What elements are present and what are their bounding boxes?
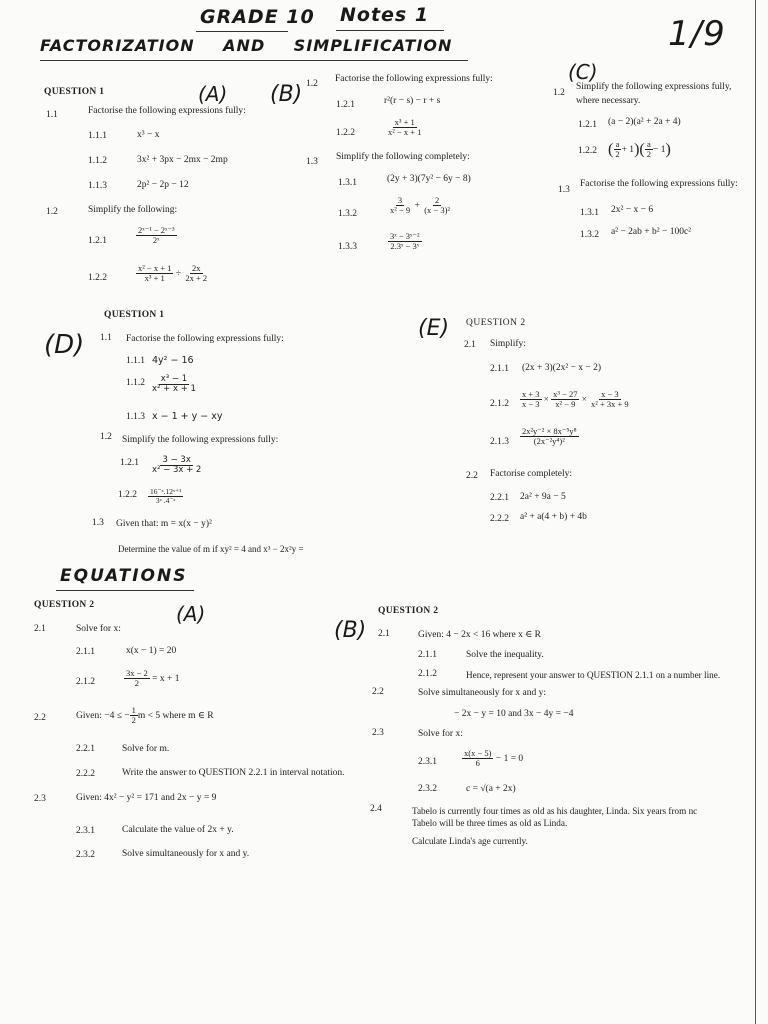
block-b-expression: (2y + 3)(7y² − 6y − 8): [387, 174, 471, 184]
block-e-expression: 2a² + 9a − 5: [520, 492, 566, 502]
denominator: 2: [134, 678, 140, 689]
equations-b-fraction-expression: [462, 749, 523, 769]
block-d-subitem-number: 1.1.1: [126, 356, 145, 366]
block-b-subitem-number: 1.3.2: [338, 209, 357, 219]
operator: ÷: [175, 269, 181, 280]
block-e-item-number: 2.2: [466, 471, 478, 481]
equations-a-instruction: Solve for m.: [122, 744, 170, 754]
numerator: a: [615, 139, 620, 149]
denominator: (2x⁻²y⁴)²: [533, 436, 565, 447]
addend: + 1: [621, 145, 635, 156]
block-a-expression: 2p² − 2p − 12: [137, 180, 189, 190]
equations-b-question-heading: QUESTION 2: [378, 606, 439, 616]
block-a-item-number: 1.1: [46, 110, 58, 120]
block-e-subitem-number: 2.1.3: [490, 437, 509, 447]
block-d-question-heading: QUESTION 1: [104, 310, 165, 320]
denominator: x² + 3x + 9: [591, 399, 629, 410]
equations-b-statement: Given: 4 − 2x < 16 where x ∈ R: [418, 630, 542, 640]
equations-a-instruction: Write the answer to QUESTION 2.2.1 in interval notation.: [122, 768, 345, 778]
numerator: 2x²y⁻² × 8x⁻⁵y⁸: [522, 426, 577, 436]
equations-a-statement: Given: 4x² − y² = 171 and 2x − y = 9: [76, 793, 217, 803]
statement-part: Given: −4 ≤ −: [76, 711, 130, 722]
block-c-item-number: 1.3: [558, 185, 570, 195]
block-a-question-heading: QUESTION 1: [44, 87, 105, 97]
block-a-instruction: Simplify the following:: [88, 205, 178, 215]
equations-b-item-number: 2.1: [378, 629, 390, 639]
operator: +: [414, 201, 420, 212]
denominator: x³ + 1: [144, 273, 165, 284]
block-c-expression: a² − 2ab + b² − 100c²: [611, 227, 692, 237]
operator: ×: [581, 393, 587, 404]
block-a-subitem-number: 1.1.3: [88, 181, 107, 191]
numerator: x(x − 5): [464, 748, 492, 758]
block-e-expression: (2x + 3)(2x² − x − 2): [522, 363, 602, 373]
block-b-fraction-expression: [388, 196, 452, 216]
equations-a-item-number: 2.2: [34, 713, 46, 723]
denominator: 2ˣ: [152, 235, 160, 246]
equations-a-subitem-number: 2.1.1: [76, 647, 95, 657]
denominator: x² − 3x + 2: [152, 465, 202, 475]
equations-underline: [56, 590, 194, 591]
denominator: x² − x + 1: [388, 127, 422, 138]
block-a-expression: 3x² + 3px − 2mx − 2mp: [137, 155, 228, 165]
numerator: x − 3: [601, 389, 619, 399]
block-d-subitem-number: 1.1.3: [126, 412, 145, 422]
grade-underline: [196, 31, 288, 32]
equations-a-item-number: 2.3: [34, 794, 46, 804]
numerator: x + 3: [522, 389, 540, 399]
notes-underline: [336, 30, 444, 31]
denominator: 6: [475, 758, 480, 769]
equations-heading: EQUATIONS: [60, 566, 188, 586]
equations-a-expression: x(x − 1) = 20: [126, 646, 177, 656]
operator: ×: [543, 393, 549, 404]
equations-a-statement: [76, 706, 214, 726]
block-a-subitem-number: 1.2.2: [88, 273, 107, 283]
block-b-expression: r²(r − s) − r + s: [384, 96, 441, 106]
equations-a-subitem-number: 2.1.2: [76, 677, 95, 687]
numerator: 3ˣ − 3ˣ⁻²: [390, 231, 420, 241]
block-e-instruction: Simplify:: [490, 339, 526, 349]
label-equations-a: (A): [176, 602, 206, 626]
numerator: a: [646, 139, 651, 149]
denominator: 2.3ˣ − 3ˣ: [390, 241, 420, 252]
block-a-subitem-number: 1.1.2: [88, 156, 107, 166]
block-e-question-heading: QUESTION 2: [466, 318, 526, 328]
block-e-subitem-number: 2.2.1: [490, 493, 509, 503]
label-b: (B): [270, 82, 303, 107]
block-d-fraction: [150, 455, 203, 475]
equations-b-item-number: 2.4: [370, 804, 382, 814]
numerator: x² − x + 1: [138, 263, 172, 273]
block-b-subitem-number: 1.3.1: [338, 178, 357, 188]
label-c: (C): [568, 60, 598, 84]
denominator: x² − 9: [555, 399, 576, 410]
numerator: 3 − 3x: [162, 454, 191, 465]
page-title: FACTORIZATION AND SIMPLIFICATION: [40, 36, 453, 55]
rhs: − 1 = 0: [495, 754, 524, 765]
block-b-subitem-number: 1.2.2: [336, 128, 355, 138]
block-a-expression: x³ − x: [137, 130, 160, 140]
block-a-subitem-number: 1.1.1: [88, 131, 107, 141]
equations-b-instruction: Solve the inequality.: [466, 650, 544, 660]
numerator: 2: [434, 195, 440, 205]
block-c-subitem-number: 1.2.2: [578, 146, 597, 156]
equations-a-subitem-number: 2.2.2: [76, 769, 95, 779]
block-d-instruction-continued: Determine the value of m if xy² = 4 and x³ − 2x²y =: [118, 544, 304, 554]
block-a-instruction: Factorise the following expressions fully:: [88, 106, 246, 116]
block-d-expression: x − 1 + y − xy: [152, 411, 223, 422]
numerator: x³ − 1: [160, 373, 188, 384]
equations-b-instruction: Solve simultaneously for x and y:: [418, 688, 546, 698]
grade-heading: GRADE 10: [200, 6, 315, 28]
equations-a-subitem-number: 2.3.1: [76, 826, 95, 836]
block-d-subitem-number: 1.2.2: [118, 490, 137, 500]
numerator: 2ˣ⁻¹ − 2ˣ⁻³: [138, 225, 175, 235]
denominator: 2: [646, 149, 651, 160]
page-edge: [755, 0, 756, 1024]
rhs: = x + 1: [152, 674, 180, 685]
block-e-subitem-number: 2.1.1: [490, 364, 509, 374]
block-e-item-number: 2.1: [464, 340, 476, 350]
block-b-instruction: Simplify the following completely:: [336, 152, 470, 162]
block-d-item-number: 1.2: [100, 432, 112, 442]
block-e-subitem-number: 2.1.2: [490, 399, 509, 409]
label-a: (A): [198, 82, 228, 106]
label-d: (D): [44, 330, 85, 360]
block-c-fraction-expression: ( $\frac{a}{2}$ + 1)( $\frac{a}{2}$ − 1): [608, 139, 671, 160]
denominator: 2: [131, 715, 136, 726]
block-b-fraction: [388, 232, 422, 252]
block-b-item-number: 1.3: [306, 157, 318, 167]
equations-a-subitem-number: 2.3.2: [76, 850, 95, 860]
block-e-fraction-expression: [520, 390, 631, 410]
equations-a-instruction: Solve for x:: [76, 624, 121, 634]
block-b-fraction: [386, 118, 423, 138]
numerator: 2x: [192, 263, 201, 273]
numerator: 1: [131, 705, 136, 715]
block-c-item-number: 1.2: [553, 88, 565, 98]
denominator: x² + x + 1: [152, 384, 196, 394]
label-equations-b: (B): [334, 618, 367, 643]
numerator: 3: [397, 195, 403, 205]
equations-b-word-problem-line: Tabelo will be three times as old as Linda.: [412, 818, 568, 828]
equations-a-instruction: Calculate the value of 2x + y.: [122, 825, 234, 835]
equations-a-question-heading: QUESTION 2: [34, 600, 95, 610]
block-c-subitem-number: 1.2.1: [578, 120, 597, 130]
subtrahend: − 1: [652, 145, 666, 156]
block-e-expression: a² + a(4 + b) + 4b: [520, 512, 587, 522]
denominator: 3ˣ .4⁻ˣ: [155, 495, 176, 505]
block-c-instruction: Factorise the following expressions fully:: [580, 179, 738, 189]
numerator: x³ + 1: [394, 117, 415, 127]
block-d-instruction: Given that: m = x(x − y)²: [116, 519, 212, 529]
block-b-item-number: 1.2: [306, 79, 318, 89]
block-d-fraction: [150, 374, 198, 394]
block-e-subitem-number: 2.2.2: [490, 514, 509, 524]
block-d-fraction: [148, 487, 183, 505]
equations-b-subitem-number: 2.3.1: [418, 757, 437, 767]
equations-a-subitem-number: 2.2.1: [76, 744, 95, 754]
block-d-subitem-number: 1.1.2: [126, 378, 145, 388]
equations-b-instruction: Hence, represent your answer to QUESTION 2.1.1 on a number line.: [466, 670, 721, 680]
equations-b-item-number: 2.2: [372, 687, 384, 697]
equations-b-subitem-number: 2.3.2: [418, 784, 437, 794]
block-d-item-number: 1.1: [100, 333, 112, 343]
denominator: x² − 9: [390, 205, 411, 216]
block-e-instruction: Factorise completely:: [490, 469, 573, 479]
numerator: 16⁻ˣ.12ˣ⁺¹: [150, 486, 182, 496]
block-d-expression: 4y² − 16: [152, 355, 194, 366]
denominator: x − 3: [522, 399, 540, 410]
notes-heading: Notes 1: [340, 4, 430, 26]
equations-b-instruction: Solve for x:: [418, 729, 463, 739]
block-c-instruction: Simplify the following expressions fully,: [576, 82, 732, 92]
title-underline: [40, 60, 468, 61]
label-e: (E): [418, 316, 450, 341]
block-b-subitem-number: 1.2.1: [336, 100, 355, 110]
block-b-subitem-number: 1.3.3: [338, 242, 357, 252]
block-c-subitem-number: 1.3.2: [580, 230, 599, 240]
block-d-instruction: Factorise the following expressions fully:: [126, 334, 284, 344]
equations-b-word-problem-line: Tabelo is currently four times as old as his daughter, Linda. Six years from nc: [412, 806, 698, 816]
block-a-subitem-number: 1.2.1: [88, 236, 107, 246]
block-a-item-number: 1.2: [46, 207, 58, 217]
block-c-expression: 2x² − x − 6: [611, 205, 654, 215]
equations-b-item-number: 2.3: [372, 728, 384, 738]
numerator: 3x − 2: [126, 668, 148, 678]
numerator: x³ − 27: [553, 389, 578, 399]
equations-a-item-number: 2.1: [34, 624, 46, 634]
equations-a-fraction-expression: [124, 669, 180, 689]
page-number: 1/9: [668, 14, 726, 54]
block-d-instruction: Simplify the following expressions fully:: [122, 435, 279, 445]
equations-b-expression: c = √(a + 2x): [466, 784, 516, 794]
block-b-instruction: Factorise the following expressions fully:: [335, 74, 493, 84]
statement-part: m < 5 where m ∈ R: [137, 711, 214, 722]
block-a-fraction-expression: [136, 264, 209, 284]
denominator: 2: [615, 149, 620, 160]
block-a-fraction: [136, 226, 177, 246]
block-c-expression: (a − 2)(a² + 2a + 4): [608, 117, 681, 127]
equations-a-instruction: Solve simultaneously for x and y.: [122, 849, 250, 859]
equations-b-subitem-number: 2.1.2: [418, 669, 437, 679]
block-c-subitem-number: 1.3.1: [580, 208, 599, 218]
equations-b-word-problem-line: Calculate Linda's age currently.: [412, 836, 528, 846]
block-d-subitem-number: 1.2.1: [120, 458, 139, 468]
denominator: (x − 3)²: [424, 205, 450, 216]
block-e-fraction: [520, 427, 579, 447]
denominator: 2x + 2: [185, 273, 208, 284]
equations-b-subitem-number: 2.1.1: [418, 650, 437, 660]
block-c-instruction-continued: where necessary.: [576, 96, 641, 106]
block-d-item-number: 1.3: [92, 518, 104, 528]
equations-b-expression: − 2x − y = 10 and 3x − 4y = −4: [454, 709, 574, 719]
